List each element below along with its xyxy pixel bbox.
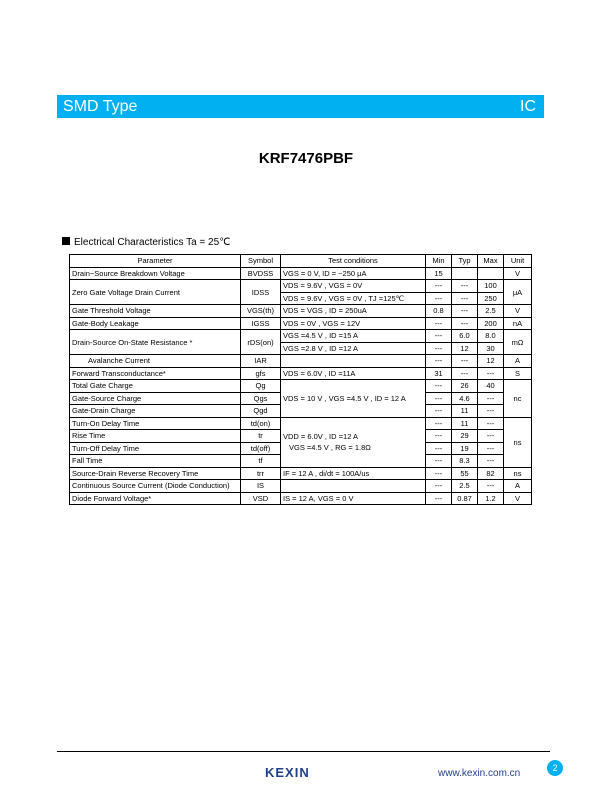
cell-parameter: Continuous Source Current (Diode Conduction) [70,480,241,493]
cell-condition: VDS = 10 V , VGS =4.5 V , ID = 12 A [281,380,426,418]
table-row [70,492,532,505]
cell-parameter: Forward Transconductance* [70,367,241,380]
cell-symbol: rDS(on) [241,330,281,355]
cell-symbol: IS [241,480,281,493]
cell-unit: ns [504,417,532,467]
footer-url-link[interactable]: www.kexin.com.cn [438,768,521,779]
cell-symbol: IAR [241,355,281,368]
cell-typ: 19 [452,442,478,455]
cell-max: --- [478,367,504,380]
table-row [70,280,532,293]
table-row [70,305,532,318]
cell-max: --- [478,455,504,468]
cell-typ: 6.0 [452,330,478,343]
cell-symbol: trr [241,467,281,480]
cell-max: 12 [478,355,504,368]
header-symbol: Symbol [241,255,281,268]
cell-parameter: Total Gate Charge [70,380,241,393]
cell-parameter: Gate Threshold Voltage [70,305,241,318]
cell-min: --- [426,492,452,505]
electrical-characteristics-table [69,254,532,505]
cell-symbol: BVDSS [241,267,281,280]
cell-symbol: td(off) [241,442,281,455]
cell-condition: VGS = 0 V, ID = −250 μA [281,267,426,280]
page-number-badge: 2 [547,760,563,776]
cell-max: 8.0 [478,330,504,343]
table-row [70,380,532,393]
table-row [70,355,532,368]
cell-max: --- [478,405,504,418]
cell-typ: 2.5 [452,480,478,493]
cell-typ: 26 [452,380,478,393]
cell-min: --- [426,280,452,293]
table-row [70,467,532,480]
cell-typ: 11 [452,405,478,418]
cell-parameter: Drain-Source On-State Resistance * [70,330,241,355]
cell-unit: nc [504,380,532,418]
cell-condition: VGS =4.5 V , ID =15 A [281,330,426,343]
cell-max: 250 [478,292,504,305]
cell-parameter: Zero Gate Voltage Drain Current [70,280,241,305]
cell-unit: S [504,367,532,380]
cell-max: 200 [478,317,504,330]
cell-symbol: tr [241,430,281,443]
cell-parameter: Gate-Drain Charge [70,405,241,418]
cell-parameter: Avalanche Current [70,355,241,368]
cell-parameter: Drain−Source Breakdown Voltage [70,267,241,280]
cell-symbol: Qgd [241,405,281,418]
cell-unit: A [504,480,532,493]
table-row [70,480,532,493]
header-parameter: Parameter [70,255,241,268]
table-row [70,317,532,330]
cell-condition [281,417,426,467]
cell-symbol: VGS(th) [241,305,281,318]
cell-typ: 0.87 [452,492,478,505]
cell-symbol: VSD [241,492,281,505]
cell-min: --- [426,467,452,480]
cell-unit: A [504,355,532,368]
cell-max: --- [478,480,504,493]
cell-min: --- [426,317,452,330]
cell-max: 82 [478,467,504,480]
cell-unit: ns [504,467,532,480]
cell-max: 40 [478,380,504,393]
cell-max: 1.2 [478,492,504,505]
cell-typ: 12 [452,342,478,355]
cell-parameter: Fall Time [70,455,241,468]
cell-min: --- [426,405,452,418]
section-title: Electrical Characteristics Ta = 25℃ [74,237,231,248]
cell-min: --- [426,455,452,468]
cell-condition: VDS = VGS , ID = 250uA [281,305,426,318]
header-test-conditions: Test conditions [281,255,426,268]
header-typ: Typ [452,255,478,268]
cell-min: --- [426,342,452,355]
cell-min: --- [426,380,452,393]
square-bullet-icon [62,237,70,245]
table-row [70,367,532,380]
part-number-title: KRF7476PBF [258,150,354,167]
header-unit: Unit [504,255,532,268]
cell-condition: VDS = 9.6V , VGS = 0V [281,280,426,293]
cell-typ: 29 [452,430,478,443]
footer-divider [57,751,550,752]
cell-unit: mΩ [504,330,532,355]
condition-line-2: VGS =4.5 V , RG = 1.8Ω [289,443,371,452]
cell-condition [281,355,426,368]
cell-max [478,267,504,280]
cell-symbol: IDSS [241,280,281,305]
cell-parameter: Source-Drain Reverse Recovery Time [70,467,241,480]
cell-typ: --- [452,367,478,380]
cell-max: 100 [478,280,504,293]
cell-typ: --- [452,355,478,368]
cell-unit: V [504,267,532,280]
kexin-logo: KEXIN [265,765,310,780]
header-category-label: IC [520,98,536,115]
cell-min: 0.8 [426,305,452,318]
cell-typ [452,267,478,280]
cell-typ: 4.6 [452,392,478,405]
cell-min: --- [426,355,452,368]
cell-max: --- [478,430,504,443]
cell-min: --- [426,330,452,343]
cell-symbol: Qg [241,380,281,393]
cell-parameter: Diode Forward Voltage* [70,492,241,505]
cell-unit: V [504,305,532,318]
cell-min: --- [426,292,452,305]
cell-max: --- [478,417,504,430]
cell-max: --- [478,442,504,455]
header-max: Max [478,255,504,268]
cell-min: --- [426,480,452,493]
cell-typ: 8.3 [452,455,478,468]
cell-parameter: Gate-Body Leakage [70,317,241,330]
cell-symbol: IGSS [241,317,281,330]
table-row [70,330,532,343]
section-heading [62,237,230,248]
cell-typ: --- [452,305,478,318]
cell-min: --- [426,430,452,443]
cell-condition: VDS = 9.6V , VGS = 0V , TJ =125℃ [281,292,426,305]
table-row [70,267,532,280]
cell-condition: VGS =2.8 V , ID =12 A [281,342,426,355]
cell-typ: --- [452,292,478,305]
header-banner [57,95,544,118]
cell-parameter: Rise Time [70,430,241,443]
cell-parameter: Gate-Source Charge [70,392,241,405]
cell-min: --- [426,417,452,430]
cell-symbol: td(on) [241,417,281,430]
cell-unit: μA [504,280,532,305]
cell-typ: 55 [452,467,478,480]
header-type-label: SMD Type [63,98,138,115]
cell-parameter: Turn-Off Delay Time [70,442,241,455]
cell-min: 31 [426,367,452,380]
cell-condition [281,480,426,493]
table-header-row [70,255,532,268]
cell-condition: IS = 12 A, VGS = 0 V [281,492,426,505]
cell-min: --- [426,442,452,455]
cell-max: --- [478,392,504,405]
cell-max: 30 [478,342,504,355]
cell-typ: --- [452,317,478,330]
cell-min: --- [426,392,452,405]
cell-condition: VDS = 6.0V , ID =11A [281,367,426,380]
cell-condition: IF = 12 A , di/dt = 100A/us [281,467,426,480]
header-min: Min [426,255,452,268]
cell-unit: nA [504,317,532,330]
cell-typ: 11 [452,417,478,430]
cell-parameter: Turn-On Delay Time [70,417,241,430]
cell-symbol: tf [241,455,281,468]
cell-typ: --- [452,280,478,293]
cell-unit: V [504,492,532,505]
cell-max: 2.5 [478,305,504,318]
cell-condition: VDS = 0V , VGS = 12V [281,317,426,330]
table-row [70,417,532,430]
cell-symbol: gfs [241,367,281,380]
cell-min: 15 [426,267,452,280]
condition-line-1: VDD = 6.0V , ID =12 A [283,432,359,441]
cell-symbol: Qgs [241,392,281,405]
